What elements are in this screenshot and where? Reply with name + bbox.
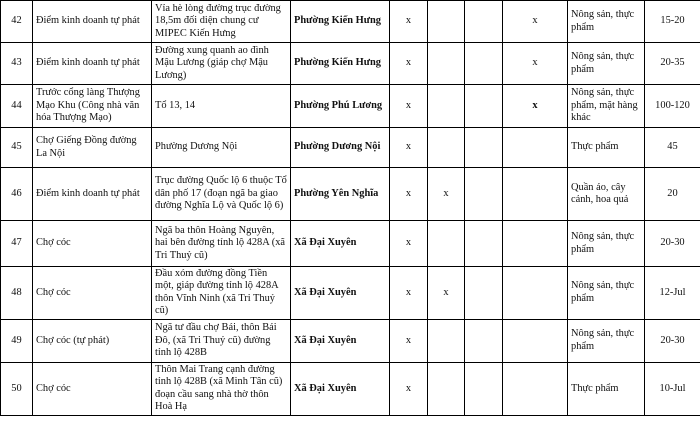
goods-cell: Nông sản, thực phẩm — [568, 1, 645, 43]
vendor-count-cell: 10-Jul — [645, 362, 700, 415]
mark-cell-col8 — [503, 221, 568, 267]
mark-cell-col5: x — [390, 43, 428, 85]
goods-cell: Thực phẩm — [568, 128, 645, 168]
mark-cell-col8 — [503, 362, 568, 415]
vendor-count-cell: 12-Jul — [645, 267, 700, 320]
mark-cell-col8: x — [503, 43, 568, 85]
goods-cell: Nông sản, thực phẩm — [568, 319, 645, 362]
mark-cell-col7 — [465, 221, 503, 267]
market-name-cell: Điểm kinh doanh tự phát — [33, 168, 152, 221]
ward-cell: Xã Đại Xuyên — [291, 362, 390, 415]
ward-cell: Phường Kiến Hưng — [291, 1, 390, 43]
row-number-cell: 48 — [1, 267, 33, 320]
mark-cell-col6 — [428, 1, 465, 43]
mark-cell-col7 — [465, 168, 503, 221]
goods-cell: Nông sản, thực phẩm — [568, 221, 645, 267]
mark-cell-col5: x — [390, 267, 428, 320]
row-number-cell: 44 — [1, 85, 33, 128]
vendor-count-cell: 15-20 — [645, 1, 700, 43]
mark-cell-col6 — [428, 85, 465, 128]
mark-cell-col6 — [428, 221, 465, 267]
goods-cell: Nông sản, thực phẩm — [568, 267, 645, 320]
table-row — [1, 267, 700, 320]
location-cell: Phường Dương Nội — [152, 128, 291, 168]
vendor-count-cell: 20 — [645, 168, 700, 221]
mark-cell-col8 — [503, 319, 568, 362]
mark-cell-col6 — [428, 128, 465, 168]
location-cell: Đầu xóm đường đồng Tiền một, giáp đường tỉnh lộ 428A thôn Vĩnh Ninh (xã Tri Thuỷ cũ) — [152, 267, 291, 320]
mark-cell-col8: x — [503, 85, 568, 128]
mark-cell-col6 — [428, 43, 465, 85]
market-name-cell: Chợ cóc — [33, 221, 152, 267]
row-number-cell: 50 — [1, 362, 33, 415]
mark-cell-col8: x — [503, 1, 568, 43]
mark-cell-col7 — [465, 267, 503, 320]
vendor-count-cell: 20-30 — [645, 221, 700, 267]
mark-cell-col8 — [503, 267, 568, 320]
row-number-cell: 42 — [1, 1, 33, 43]
table-row — [1, 221, 700, 267]
mark-cell-col8 — [503, 168, 568, 221]
goods-cell: Quần áo, cây cảnh, hoa quả — [568, 168, 645, 221]
row-number-cell: 46 — [1, 168, 33, 221]
market-name-cell: Điểm kinh doanh tự phát — [33, 1, 152, 43]
market-name-cell: Chợ cóc — [33, 267, 152, 320]
mark-cell-col5: x — [390, 221, 428, 267]
table-row — [1, 168, 700, 221]
ward-cell: Phường Yên Nghĩa — [291, 168, 390, 221]
table-row — [1, 1, 700, 43]
table-body — [1, 1, 700, 416]
row-number-cell: 47 — [1, 221, 33, 267]
mark-cell-col5: x — [390, 1, 428, 43]
ward-cell: Xã Đại Xuyên — [291, 267, 390, 320]
market-name-cell: Điểm kinh doanh tự phát — [33, 43, 152, 85]
market-name-cell: Chợ cóc — [33, 362, 152, 415]
mark-cell-col7 — [465, 43, 503, 85]
mark-cell-col5: x — [390, 85, 428, 128]
mark-cell-col5: x — [390, 128, 428, 168]
location-cell: Tổ 13, 14 — [152, 85, 291, 128]
vendor-count-cell: 20-30 — [645, 319, 700, 362]
goods-cell: Thực phẩm — [568, 362, 645, 415]
mark-cell-col7 — [465, 362, 503, 415]
location-cell: Vỉa hè lòng đường trục đường 18,5m đối diện chung cư MIPEC Kiến Hưng — [152, 1, 291, 43]
mark-cell-col5: x — [390, 362, 428, 415]
table-row — [1, 319, 700, 362]
row-number-cell: 45 — [1, 128, 33, 168]
ward-cell: Xã Đại Xuyên — [291, 319, 390, 362]
mark-cell-col8 — [503, 128, 568, 168]
row-number-cell: 49 — [1, 319, 33, 362]
table-row — [1, 362, 700, 415]
table-row — [1, 85, 700, 128]
location-cell: Đường xung quanh ao đình Mậu Lương (giáp chợ Mậu Lương) — [152, 43, 291, 85]
location-cell: Ngã ba thôn Hoàng Nguyên, hai bên đường tỉnh lộ 428A (xã Tri Thuỷ cũ) — [152, 221, 291, 267]
location-cell: Trục đường Quốc lộ 6 thuộc Tổ dân phố 17 (đoạn ngã ba giao đường Nghĩa Lộ và Quốc lộ 6) — [152, 168, 291, 221]
vendor-count-cell: 100-120 — [645, 85, 700, 128]
ward-cell: Phường Kiến Hưng — [291, 43, 390, 85]
mark-cell-col7 — [465, 128, 503, 168]
mark-cell-col7 — [465, 1, 503, 43]
mark-cell-col5: x — [390, 168, 428, 221]
mark-cell-col6: x — [428, 267, 465, 320]
location-cell: Thôn Mai Trang cạnh đường tỉnh lộ 428B (xã Minh Tân cũ) đoạn cầu sang nhà thờ thôn Hoà Hạ — [152, 362, 291, 415]
table-row — [1, 128, 700, 168]
location-cell: Ngã tư đầu chợ Bái, thôn Bái Đô, (xã Tri Thuỷ cũ) đường tỉnh lộ 428B — [152, 319, 291, 362]
mark-cell-col6: x — [428, 168, 465, 221]
mark-cell-col7 — [465, 85, 503, 128]
vendor-count-cell: 45 — [645, 128, 700, 168]
mark-cell-col6 — [428, 362, 465, 415]
mark-cell-col6 — [428, 319, 465, 362]
ward-cell: Phường Phú Lương — [291, 85, 390, 128]
vendor-count-cell: 20-35 — [645, 43, 700, 85]
market-name-cell: Trước cổng làng Thượng Mạo Khu (Công nhà văn hóa Thượng Mạo) — [33, 85, 152, 128]
mark-cell-col7 — [465, 319, 503, 362]
market-name-cell: Chợ Giếng Đồng đường La Nội — [33, 128, 152, 168]
row-number-cell: 43 — [1, 43, 33, 85]
table-row — [1, 43, 700, 85]
ward-cell: Phường Dương Nội — [291, 128, 390, 168]
mark-cell-col5: x — [390, 319, 428, 362]
market-name-cell: Chợ cóc (tự phát) — [33, 319, 152, 362]
ward-cell: Xã Đại Xuyên — [291, 221, 390, 267]
goods-cell: Nông sản, thực phẩm, mặt hàng khác — [568, 85, 645, 128]
goods-cell: Nông sản, thực phẩm — [568, 43, 645, 85]
